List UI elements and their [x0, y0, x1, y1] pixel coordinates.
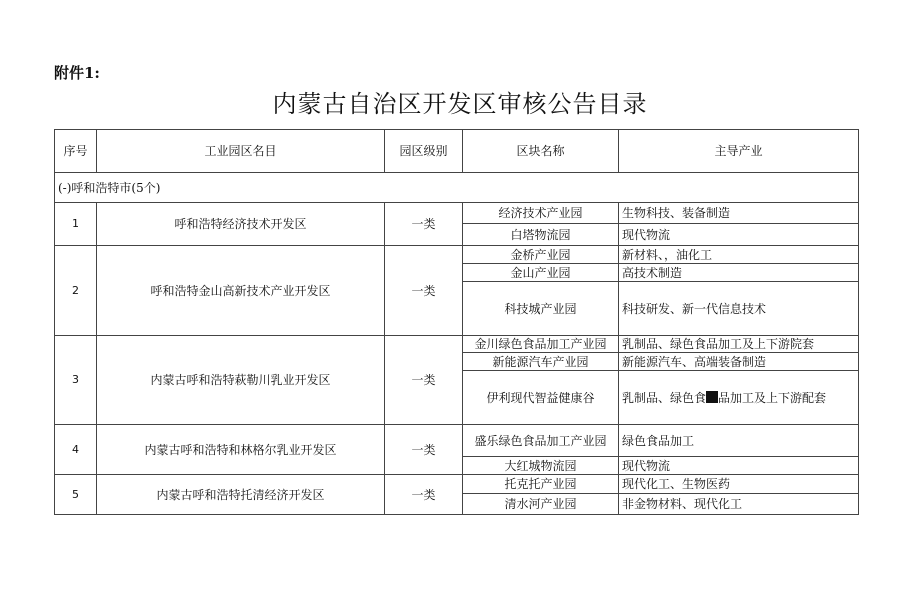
block-industry — [619, 371, 859, 425]
redaction-block-icon — [706, 391, 718, 403]
block-name: 伊利现代智益健康谷 — [463, 371, 619, 425]
column-header-level: 园区级别 — [385, 130, 463, 173]
row-number: 3 — [55, 336, 97, 425]
zone-level: 一类 — [385, 203, 463, 246]
block-name: 清水河产业园 — [463, 494, 619, 515]
block-name: 金山产业园 — [463, 264, 619, 282]
group-row — [55, 173, 859, 203]
block-name: 经济技术产业园 — [463, 203, 619, 224]
industry-text-part: 品加工及上下游配套 — [718, 390, 827, 405]
column-header-zone-name: 工业园区名目 — [97, 130, 385, 173]
development-zone-table — [54, 129, 859, 515]
row-number: 1 — [55, 203, 97, 246]
industry-text-part: 乳制品、绿色食 — [622, 390, 707, 405]
zone-level: 一类 — [385, 475, 463, 515]
table-row — [55, 246, 859, 264]
block-name: 盛乐绿色食品加工产业园 — [463, 425, 619, 457]
block-industry: 新能源汽车、高端装备制造 — [619, 353, 859, 371]
row-number: 2 — [55, 246, 97, 336]
block-name: 白塔物流园 — [463, 224, 619, 246]
row-number: 5 — [55, 475, 97, 515]
block-industry: 现代物流 — [619, 457, 859, 475]
block-industry: 新材料、，油化工 — [619, 246, 859, 264]
group-label: (-)呼和浩特市(5个) — [55, 173, 859, 203]
block-name: 金桥产业园 — [463, 246, 619, 264]
zone-name: 内蒙古呼和浩特和林格尔乳业开发区 — [97, 425, 385, 475]
table-row — [55, 475, 859, 494]
table-row — [55, 336, 859, 353]
zone-level: 一类 — [385, 246, 463, 336]
block-name: 托克托产业园 — [463, 475, 619, 494]
table-row — [55, 425, 859, 457]
column-header-no: 序号 — [55, 130, 97, 173]
zone-name: 内蒙古呼和浩特萩勒川乳业开发区 — [97, 336, 385, 425]
block-industry: 生物科技、装备制造 — [619, 203, 859, 224]
row-number: 4 — [55, 425, 97, 475]
zone-name: 呼和浩特经济技术开发区 — [97, 203, 385, 246]
block-industry: 科技研发、新一代信息技术 — [619, 282, 859, 336]
zone-name: 内蒙古呼和浩特托清经济开发区 — [97, 475, 385, 515]
block-industry: 现代化工、生物医药 — [619, 475, 859, 494]
block-industry: 现代物流 — [619, 224, 859, 246]
block-industry: 绿色食品加工 — [619, 425, 859, 457]
block-industry: 高技术制造 — [619, 264, 859, 282]
zone-level: 一类 — [385, 425, 463, 475]
block-name: 金川绿色食品加工产业园 — [463, 336, 619, 353]
table-row — [55, 203, 859, 224]
block-name: 大红城物流园 — [463, 457, 619, 475]
column-header-industry: 主导产业 — [619, 130, 859, 173]
column-header-block-name: 区块名称 — [463, 130, 619, 173]
page-title: 内蒙古自治区开发区审核公告目录 — [272, 90, 648, 118]
table-header-row — [55, 130, 859, 173]
zone-name: 呼和浩特金山高新技术产业开发区 — [97, 246, 385, 336]
zone-level: 一类 — [385, 336, 463, 425]
block-name: 科技城产业园 — [463, 282, 619, 336]
attachment-label: 附件1: — [54, 64, 100, 82]
block-industry: 乳制品、绿色食品加工及上下游院套 — [619, 336, 859, 353]
block-name: 新能源汽车产业园 — [463, 353, 619, 371]
block-industry: 非金物材料、现代化工 — [619, 494, 859, 515]
